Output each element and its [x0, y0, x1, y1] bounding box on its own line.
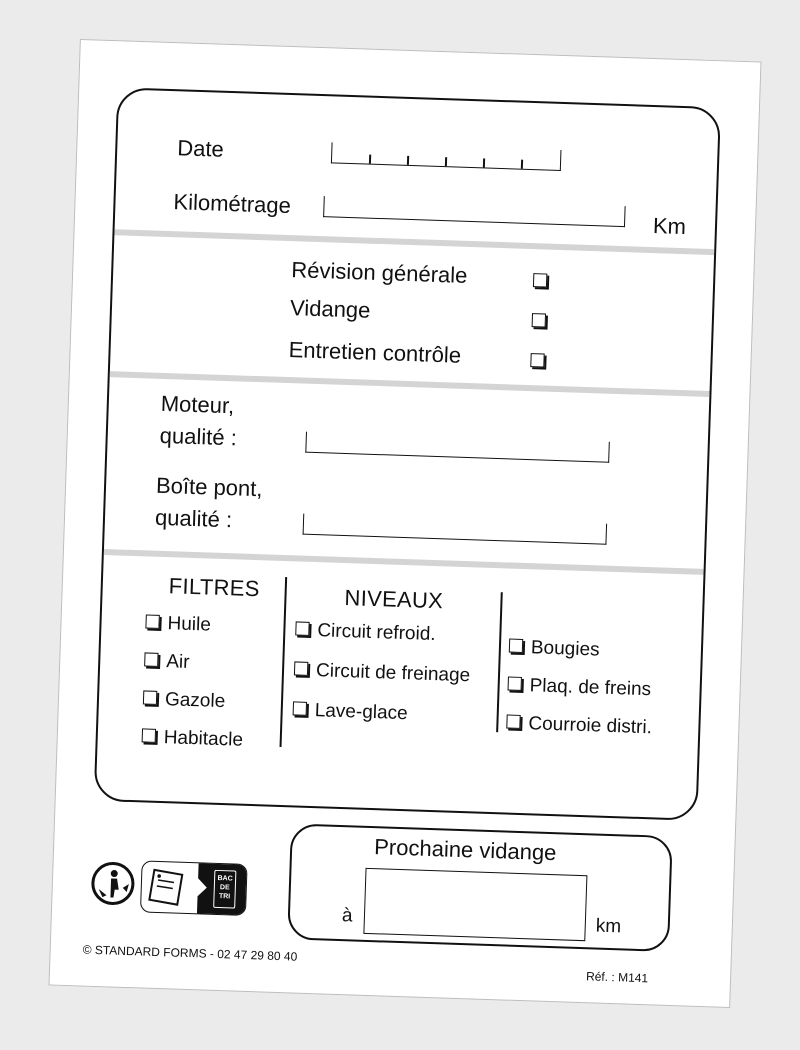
publisher-notice: © STANDARD FORMS - 02 47 29 80 40 [82, 942, 298, 964]
other-checkbox[interactable] [508, 676, 522, 690]
triman-recycling-icon [88, 859, 138, 909]
filter-checkbox[interactable] [142, 728, 156, 742]
service-checkbox-revision[interactable] [533, 273, 547, 287]
filter-checkbox[interactable] [143, 690, 157, 704]
service-checkbox-oil-change[interactable] [532, 313, 546, 327]
form-frame [94, 87, 721, 821]
paper-sorting-logo [140, 860, 248, 915]
other-item[interactable]: Bougies [509, 637, 600, 662]
filter-checkbox[interactable] [144, 652, 158, 666]
levels-title: NIVEAUX [344, 585, 444, 614]
engine-oil-label-line1: Moteur, [160, 390, 235, 419]
column-divider [496, 592, 502, 732]
next-oil-change-box [287, 823, 673, 952]
date-label: Date [176, 135, 225, 162]
mileage-field[interactable] [323, 196, 626, 227]
other-item[interactable]: Plaq. de freins [507, 674, 651, 701]
filter-item[interactable]: Gazole [143, 688, 226, 713]
column-divider [280, 577, 287, 747]
paper-icon [141, 861, 195, 913]
service-checkbox-inspection[interactable] [530, 353, 544, 367]
mileage-label: Kilométrage [173, 189, 292, 219]
gearbox-oil-label-line1: Boîte pont, [155, 472, 263, 502]
sorting-bin-icon [197, 863, 247, 915]
mileage-unit: Km [652, 213, 687, 240]
next-oil-change-unit: km [595, 915, 622, 938]
section-separator [114, 229, 714, 255]
other-checkbox[interactable] [506, 714, 520, 728]
filter-checkbox[interactable] [145, 614, 159, 628]
service-label-oil-change: Vidange [289, 295, 371, 323]
next-oil-change-at-label: à [341, 905, 353, 927]
level-checkbox[interactable] [293, 701, 307, 715]
bin-label: BAC DE TRI [213, 870, 236, 909]
filter-item[interactable]: Huile [145, 612, 211, 636]
engine-oil-label-line2: qualité : [159, 422, 238, 451]
service-label-inspection: Entretien contrôle [288, 337, 462, 368]
next-oil-change-title: Prochaine vidange [373, 834, 557, 866]
level-item[interactable]: Circuit refroid. [295, 619, 436, 646]
filter-item[interactable]: Habitacle [141, 726, 243, 751]
filter-item[interactable]: Air [144, 650, 190, 673]
level-checkbox[interactable] [294, 661, 308, 675]
date-field[interactable] [331, 142, 562, 171]
maintenance-form-card [48, 39, 761, 1008]
gearbox-oil-field[interactable] [303, 514, 608, 545]
level-item[interactable]: Circuit de freinage [294, 659, 471, 687]
level-checkbox[interactable] [295, 621, 309, 635]
section-separator [104, 549, 704, 575]
other-checkbox[interactable] [509, 639, 523, 653]
next-oil-change-mileage-field[interactable] [363, 868, 587, 941]
gearbox-oil-label-line2: qualité : [154, 504, 233, 533]
service-label-revision: Révision générale [290, 257, 468, 288]
filters-title: FILTRES [168, 573, 261, 602]
other-item[interactable]: Courroie distri. [506, 712, 652, 739]
level-item[interactable]: Lave-glace [292, 699, 408, 725]
form-reference: Réf. : M141 [585, 969, 649, 986]
engine-oil-field[interactable] [305, 432, 610, 463]
